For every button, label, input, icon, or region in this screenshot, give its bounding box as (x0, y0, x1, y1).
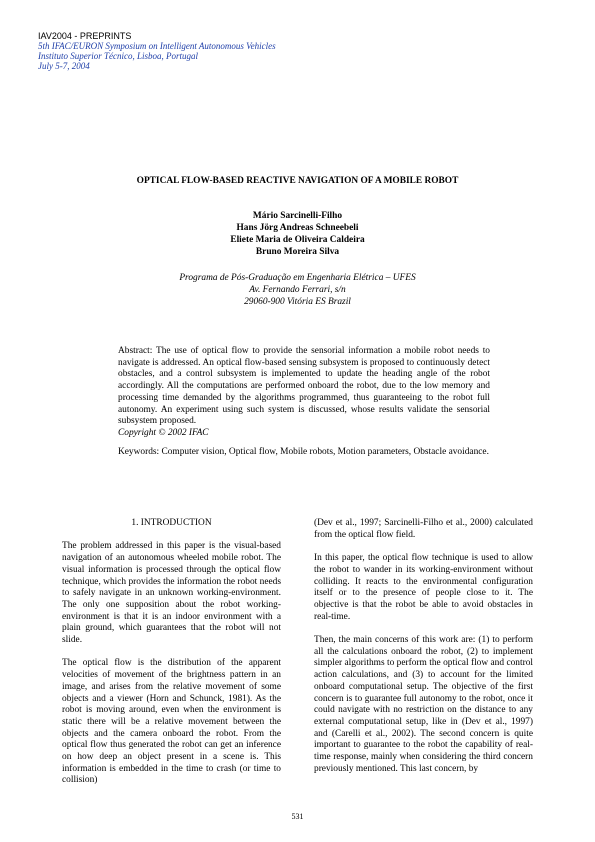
preprint-label: IAV2004 - PREPRINTS (38, 31, 132, 41)
venue-line-3: July 5-7, 2004 (38, 61, 90, 71)
abstract (118, 346, 490, 440)
author-name: Bruno Moreira Silva (255, 247, 340, 257)
body-paragraph: (Dev et al., 1997; Sarcinelli-Filho et al., 2000) calculated from the optical flow field. (314, 518, 533, 540)
right-column (314, 518, 533, 787)
preprint-header (38, 31, 276, 71)
author-name: Hans Jörg Andreas Schneebeli (236, 223, 359, 233)
body-paragraph: The problem addressed in this paper is the visual-based navigation of an autonomous wheeled mobile robot. The visual information is processed through the optical flow technique, which provides the information the robot needs to safely navigate in an unknown working-environment. The only one supposition about the robot working-environment is that it is an indoor environment with a plain ground, which guarantees that the robot will not slide. (62, 541, 281, 646)
author-name: Eliete Maria de Oliveira Caldeira (230, 235, 365, 245)
body-paragraph: Then, the main concerns of this work are: (1) to perform all the calculations onboard the robot, (2) to implement simpler algorithms to perform the optical flow and control action calculations, and (3) to account for the limited onboard computational setup. The objective of the first concern is to guarantee full autonomy to the robot, once it could navigate with no restriction on the distance to any external computational setup, like in (Dev et al., 1997) and (Carelli et al., 2002). The second concern is quite important to guarantee to the robot the capability of real-time response, mainly when considering the third concern previously mentioned. This last concern, by (314, 635, 533, 774)
venue-line-1: 5th IFAC/EURON Symposium on Intelligent Autonomous Vehicles (38, 41, 276, 51)
page-number: 531 (291, 812, 304, 821)
affiliation-line: Programa de Pós-Graduação em Engenharia Elétrica – UFES (179, 273, 416, 283)
section-heading: 1. INTRODUCTION (131, 518, 212, 528)
copyright-notice: Copyright © 2002 IFAC (118, 427, 209, 438)
author-list (0, 210, 595, 258)
body-paragraph: The optical flow is the distribution of the apparent velocities of movement of the brightness pattern in an image, and arises from the relative movement of some objects and a viewer (Horn and Schunck, 1981). As the robot is moving around, even when the environment is static there will be a relative movement between the objects and the camera onboard the robot. From the optical flow thus generated the robot can get an inference on how deep an object present in a scene is. This information is embedded in the time to crash (or time to collision) (62, 658, 281, 786)
paper-title: OPTICAL FLOW-BASED REACTIVE NAVIGATION OF A MOBILE ROBOT (136, 176, 459, 186)
author-name: Mário Sarcinelli-Filho (252, 211, 343, 221)
left-column (62, 518, 281, 799)
affiliation-line: Av. Fernando Ferrari, s/n (249, 285, 346, 295)
keywords: Keywords: Computer vision, Optical flow, Mobile robots, Motion parameters, Obstacle avoidance. (118, 447, 489, 457)
abstract-text: Abstract: The use of optical flow to provide the sensorial information a mobile robot needs to navigate is addressed. An optical flow-based sensing subsystem is proposed to continuously detect obstacles, and a control subsystem is implemented to update the heading angle of the robot accordingly. All the computations are performed onboard the robot, due to the low memory and processing time demanded by the algorithms programmed, thus guaranteeing to the robot full autonomy. An experiment using such system is discussed, whose results validate the sensorial subsystem proposed. (118, 346, 490, 427)
body-paragraph: In this paper, the optical flow technique is used to allow the robot to wander in its working-environment without colliding. It reacts to the environmental configuration itself or to the presence of people close to it. The objective is that the robot be able to avoid obstacles in real-time. (314, 553, 533, 622)
affiliation (0, 272, 595, 308)
venue-line-2: Instituto Superior Técnico, Lisboa, Portugal (38, 51, 199, 61)
affiliation-line: 29060-900 Vitória ES Brazil (244, 297, 351, 307)
